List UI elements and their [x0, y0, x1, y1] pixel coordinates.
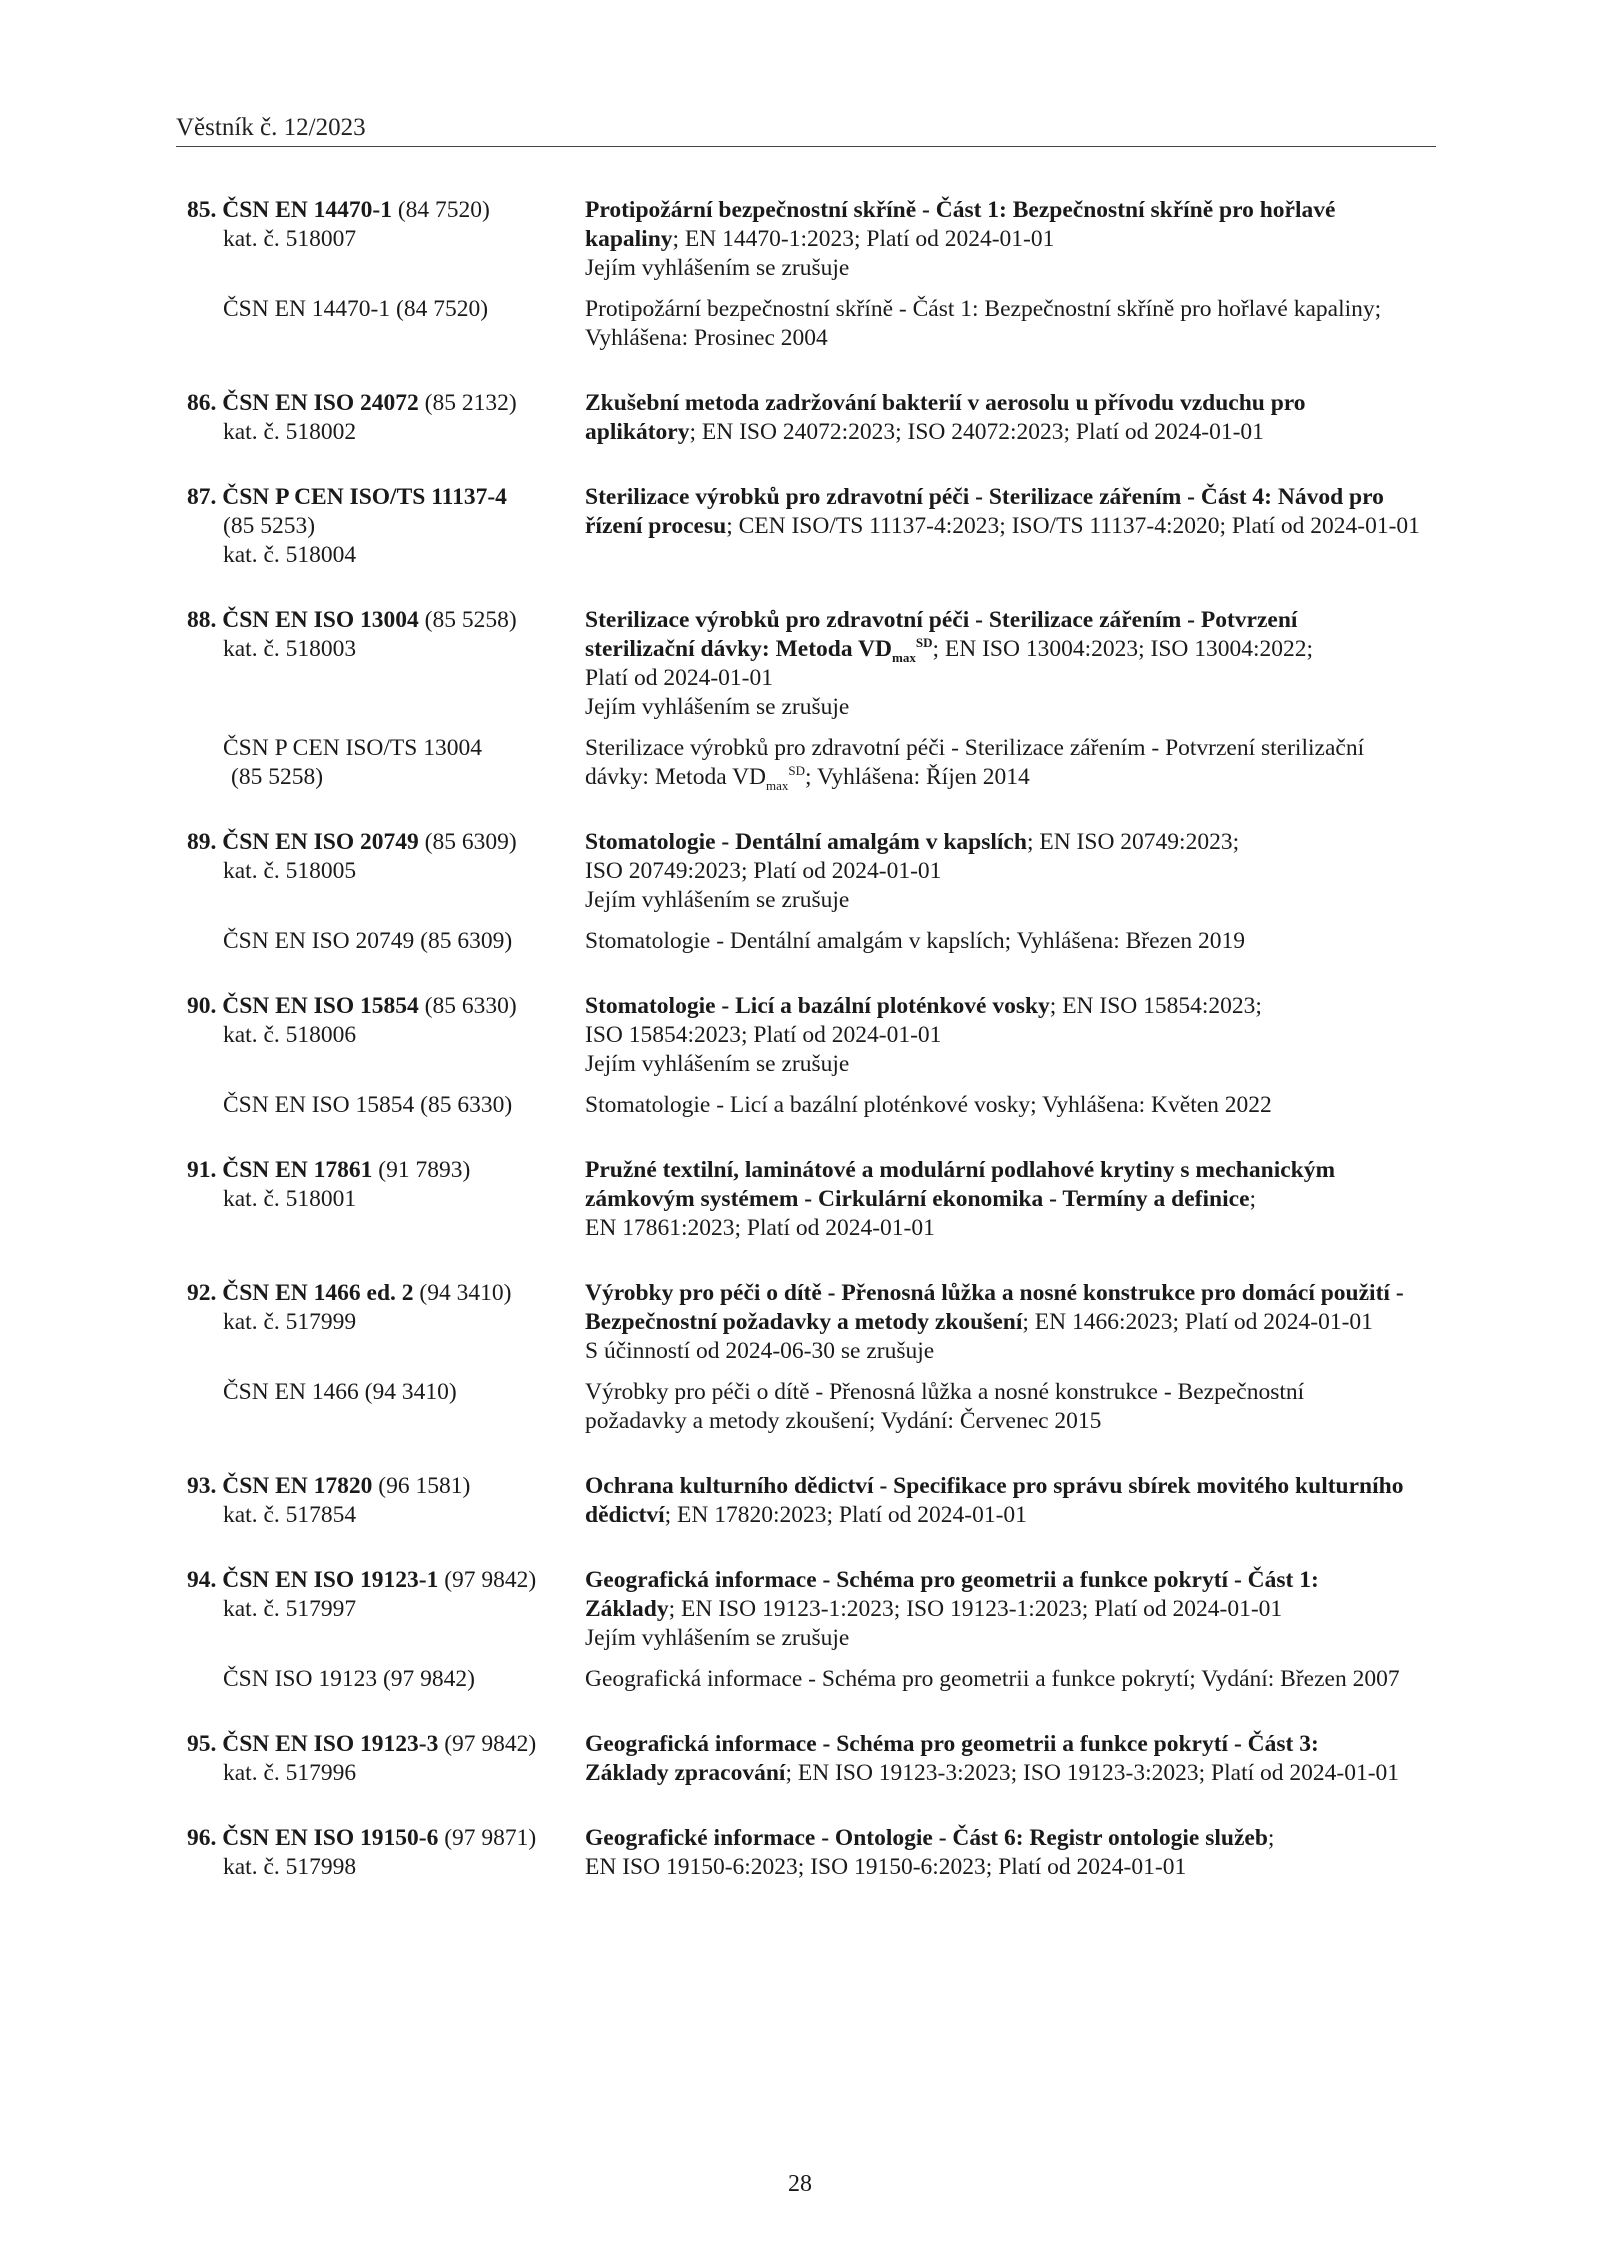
standard-details: ; CEN ISO/TS 11137-4:2023; ISO/TS 11137-4:2020; Platí od 2024-01-01 [726, 513, 1420, 539]
replaced-title-line: Stomatologie - Dentální amalgám v kapslích; Vyhlášena: Březen 2019 [585, 928, 1246, 954]
entry-identifier [187, 828, 587, 915]
replaced-title-line: Protipožární bezpečnostní skříně - Část 1: Bezpečnostní skříně pro hořlavé kapaliny; [585, 296, 1382, 322]
entry-identifier [187, 196, 587, 283]
class-code: (85 2132) [418, 390, 517, 416]
standard-code: ČSN EN ISO 20749 [222, 829, 419, 855]
catalog-number: kat. č. 518001 [223, 1186, 357, 1212]
standard-title-line: řízení procesu [585, 513, 727, 539]
entry-description [585, 1730, 1435, 1788]
entry-identifier [187, 1566, 587, 1653]
entry-identifier [187, 389, 587, 447]
standard-title-line: Sterilizace výrobků pro zdravotní péči - Sterilizace zářením - Část 4: Návod pro [585, 484, 1384, 510]
entry-number: 91. [187, 1157, 217, 1183]
standard-entry-90 [187, 992, 1437, 1120]
standard-code: ČSN EN 1466 ed. 2 [222, 1280, 414, 1306]
standard-title-line: aplikátory [585, 419, 690, 445]
replaced-details: ; Vyhlášena: Říjen 2014 [805, 764, 1030, 790]
replaced-standard [187, 927, 1437, 956]
standard-title-line: Ochrana kulturního dědictví - Specifikace pro správu sbírek movitého kulturního [585, 1473, 1404, 1499]
replaced-code: ČSN EN 1466 (94 3410) [223, 1379, 457, 1405]
catalog-number: kat. č. 517997 [223, 1596, 357, 1622]
standard-title-line: Bezpečnostní požadavky a metody zkoušení [585, 1309, 1023, 1335]
standard-title-line: Výrobky pro péči o dítě - Přenosná lůžka a nosné konstrukce pro domácí použití - [585, 1280, 1404, 1306]
entry-number: 86. [187, 390, 217, 416]
replaced-code: ČSN EN ISO 20749 (85 6309) [223, 928, 513, 954]
standard-title-line: Protipožární bezpečnostní skříně - Část 1: Bezpečnostní skříně pro hořlavé [585, 197, 1336, 223]
replaced-title-text: dávky: Metoda VD [585, 764, 767, 790]
standard-code: ČSN P CEN ISO/TS 11137-4 [222, 484, 507, 510]
replaced-title-line: Sterilizace výrobků pro zdravotní péči - Sterilizace zářením - Potvrzení sterilizační [585, 735, 1365, 761]
standard-details: ; EN 17820:2023; Platí od 2024-01-01 [664, 1502, 1027, 1528]
header-divider [176, 146, 1436, 147]
subscript: max [892, 650, 916, 665]
repeal-note: Jejím vyhlášením se zrušuje [585, 1051, 850, 1077]
standard-title-line: Pružné textilní, laminátové a modulární podlahové krytiny s mechanickým [585, 1157, 1336, 1183]
class-code: (97 9842) [438, 1731, 537, 1757]
standard-entry-91 [187, 1156, 1437, 1243]
entry-identifier [187, 992, 587, 1079]
validity-date: ISO 20749:2023; Platí od 2024-01-01 [585, 858, 942, 884]
standard-entry-93 [187, 1472, 1437, 1530]
entry-number: 85. [187, 197, 217, 223]
entry-number: 90. [187, 993, 217, 1019]
standard-title-line: Geografická informace - Schéma pro geometrii a funkce pokrytí - Část 1: [585, 1567, 1319, 1593]
entry-number: 93. [187, 1473, 217, 1499]
standard-title-line: dědictví [585, 1502, 665, 1528]
standard-title-line: Základy [585, 1596, 669, 1622]
class-code: (85 5258) [418, 607, 517, 633]
standard-code: ČSN EN ISO 19123-1 [222, 1567, 439, 1593]
entry-identifier [187, 1730, 587, 1788]
standard-code: ČSN EN 17820 [222, 1473, 373, 1499]
catalog-number: kat. č. 517999 [223, 1309, 357, 1335]
entry-number: 96. [187, 1825, 217, 1851]
entry-number: 88. [187, 607, 217, 633]
catalog-number: kat. č. 517854 [223, 1502, 357, 1528]
catalog-number: kat. č. 518002 [223, 419, 357, 445]
replaced-title-line: Výrobky pro péči o dítě - Přenosná lůžka a nosné konstrukce - Bezpečnostní [585, 1379, 1305, 1405]
standard-code: ČSN EN 14470-1 [222, 197, 392, 223]
standard-entry-96 [187, 1824, 1437, 1882]
entry-identifier [187, 483, 587, 570]
repeal-note: Jejím vyhlášením se zrušuje [585, 694, 850, 720]
catalog-number: kat. č. 518003 [223, 636, 357, 662]
standard-entry-92 [187, 1279, 1437, 1436]
standard-entry-87 [187, 483, 1437, 570]
entry-description [585, 606, 1435, 722]
entry-number: 89. [187, 829, 217, 855]
catalog-number: kat. č. 517996 [223, 1760, 357, 1786]
catalog-number: kat. č. 518004 [223, 542, 357, 568]
replaced-title-line: požadavky a metody zkoušení; Vydání: Červenec 2015 [585, 1408, 1102, 1434]
entry-description [585, 1566, 1435, 1653]
replaced-class-code: (85 5258) [231, 764, 324, 790]
standard-entry-85 [187, 196, 1437, 353]
standard-code: ČSN EN ISO 19150-6 [222, 1825, 439, 1851]
class-code: (96 1581) [372, 1473, 471, 1499]
standard-title-line: Stomatologie - Dentální amalgám v kapslích [585, 829, 1027, 855]
standard-details: ; EN ISO 15854:2023; [1049, 993, 1262, 1019]
entry-description [585, 1156, 1435, 1243]
superscript: SD [788, 763, 806, 778]
entry-description [585, 1472, 1435, 1530]
standard-title-line: zámkovým systémem - Cirkulární ekonomika - Termíny a definice [585, 1186, 1250, 1212]
class-code: (94 3410) [413, 1280, 512, 1306]
standard-title-line: Geografická informace - Schéma pro geometrii a funkce pokrytí - Část 3: [585, 1731, 1319, 1757]
standard-title-line: Geografické informace - Ontologie - Část 6: Registr ontologie služeb [585, 1825, 1268, 1851]
standard-title-line: Zkušební metoda zadržování bakterií v aerosolu u přívodu vzduchu pro [585, 390, 1306, 416]
validity-date: EN ISO 19150-6:2023; ISO 19150-6:2023; Platí od 2024-01-01 [585, 1854, 1187, 1880]
replaced-standard [187, 1665, 1437, 1694]
standard-title-line: Stomatologie - Licí a bazální ploténkové vosky [585, 993, 1050, 1019]
superscript: SD [915, 635, 933, 650]
standard-title-line: Sterilizace výrobků pro zdravotní péči - Sterilizace zářením - Potvrzení [585, 607, 1298, 633]
replaced-title-line: Vyhlášena: Prosinec 2004 [585, 325, 828, 351]
standard-code: ČSN EN ISO 19123-3 [222, 1731, 439, 1757]
entry-description [585, 1279, 1435, 1366]
standards-list [187, 196, 1437, 1918]
entry-identifier [187, 1279, 587, 1366]
page-number: 28 [788, 2171, 812, 2197]
standard-code: ČSN EN ISO 13004 [222, 607, 419, 633]
repeal-note: Jejím vyhlášením se zrušuje [585, 1625, 850, 1651]
replaced-standard [187, 734, 1437, 792]
replaced-standard [187, 295, 1437, 353]
replaced-standard [187, 1378, 1437, 1436]
entry-description [585, 1824, 1435, 1882]
catalog-number: kat. č. 517998 [223, 1854, 357, 1880]
entry-number: 87. [187, 484, 217, 510]
catalog-number: kat. č. 518006 [223, 1022, 357, 1048]
standard-details: ; EN ISO 24072:2023; ISO 24072:2023; Platí od 2024-01-01 [689, 419, 1264, 445]
class-code: (91 7893) [372, 1157, 471, 1183]
repeal-note: S účinností od 2024-06-30 se zrušuje [585, 1338, 935, 1364]
standard-title-line [585, 635, 933, 665]
class-code: (85 5253) [223, 513, 316, 539]
validity-date: EN 17861:2023; Platí od 2024-01-01 [585, 1215, 935, 1241]
replaced-code: ČSN P CEN ISO/TS 13004 [223, 735, 482, 761]
replaced-standard [187, 1091, 1437, 1120]
standard-entry-89 [187, 828, 1437, 956]
standard-details: ; EN 1466:2023; Platí od 2024-01-01 [1022, 1309, 1373, 1335]
replaced-code: ČSN EN ISO 15854 (85 6330) [223, 1092, 513, 1118]
replaced-code: ČSN ISO 19123 (97 9842) [223, 1666, 475, 1692]
standard-title-line: Základy zpracování [585, 1760, 786, 1786]
replaced-title-line: Stomatologie - Licí a bazální ploténkové vosky; Vyhlášena: Květen 2022 [585, 1092, 1272, 1118]
class-code: (85 6309) [418, 829, 517, 855]
standard-details: ; EN ISO 19123-3:2023; ISO 19123-3:2023; Platí od 2024-01-01 [785, 1760, 1400, 1786]
entry-identifier [187, 1824, 587, 1882]
standard-entry-86 [187, 389, 1437, 447]
entry-description [585, 828, 1435, 915]
replaced-code: ČSN EN 14470-1 (84 7520) [223, 296, 489, 322]
catalog-number: kat. č. 518007 [223, 226, 357, 252]
entry-identifier [187, 1472, 587, 1530]
standard-entry-95 [187, 1730, 1437, 1788]
validity-date: Platí od 2024-01-01 [585, 665, 773, 691]
standard-code: ČSN EN ISO 15854 [222, 993, 419, 1019]
validity-date: ISO 15854:2023; Platí od 2024-01-01 [585, 1022, 942, 1048]
repeal-note: Jejím vyhlášením se zrušuje [585, 255, 850, 281]
entry-number: 94. [187, 1567, 217, 1593]
replaced-title-line [585, 763, 1435, 792]
class-code: (97 9871) [438, 1825, 537, 1851]
standard-details: ; EN ISO 20749:2023; [1026, 829, 1240, 855]
standard-entry-94 [187, 1566, 1437, 1694]
standard-details: ; EN 14470-1:2023; Platí od 2024-01-01 [672, 226, 1055, 252]
page-header-title: Věstník č. 12/2023 [176, 114, 366, 141]
subscript: max [766, 778, 789, 793]
entry-number: 92. [187, 1280, 217, 1306]
class-code: (97 9842) [438, 1567, 537, 1593]
repeal-note: Jejím vyhlášením se zrušuje [585, 887, 850, 913]
catalog-number: kat. č. 518005 [223, 858, 357, 884]
entry-identifier [187, 1156, 587, 1243]
entry-description [585, 483, 1435, 570]
entry-description [585, 196, 1435, 283]
standard-details: ; [1249, 1186, 1257, 1212]
entry-number: 95. [187, 1731, 217, 1757]
standard-details: ; EN ISO 19123-1:2023; ISO 19123-1:2023; Platí od 2024-01-01 [668, 1596, 1283, 1622]
standard-code: ČSN EN 17861 [222, 1157, 373, 1183]
entry-identifier [187, 606, 587, 722]
class-code: (85 6330) [418, 993, 517, 1019]
standard-details: ; [1267, 1825, 1275, 1851]
entry-description [585, 992, 1435, 1079]
entry-description [585, 389, 1435, 447]
standard-code: ČSN EN ISO 24072 [222, 390, 419, 416]
title-text: sterilizační dávky: Metoda VD [585, 636, 892, 662]
standard-title-line: kapaliny [585, 226, 673, 252]
standard-details: ; EN ISO 13004:2023; ISO 13004:2022; [932, 636, 1314, 662]
standard-entry-88 [187, 606, 1437, 792]
replaced-title-line: Geografická informace - Schéma pro geometrii a funkce pokrytí; Vydání: Březen 2007 [585, 1666, 1400, 1692]
class-code: (84 7520) [391, 197, 490, 223]
